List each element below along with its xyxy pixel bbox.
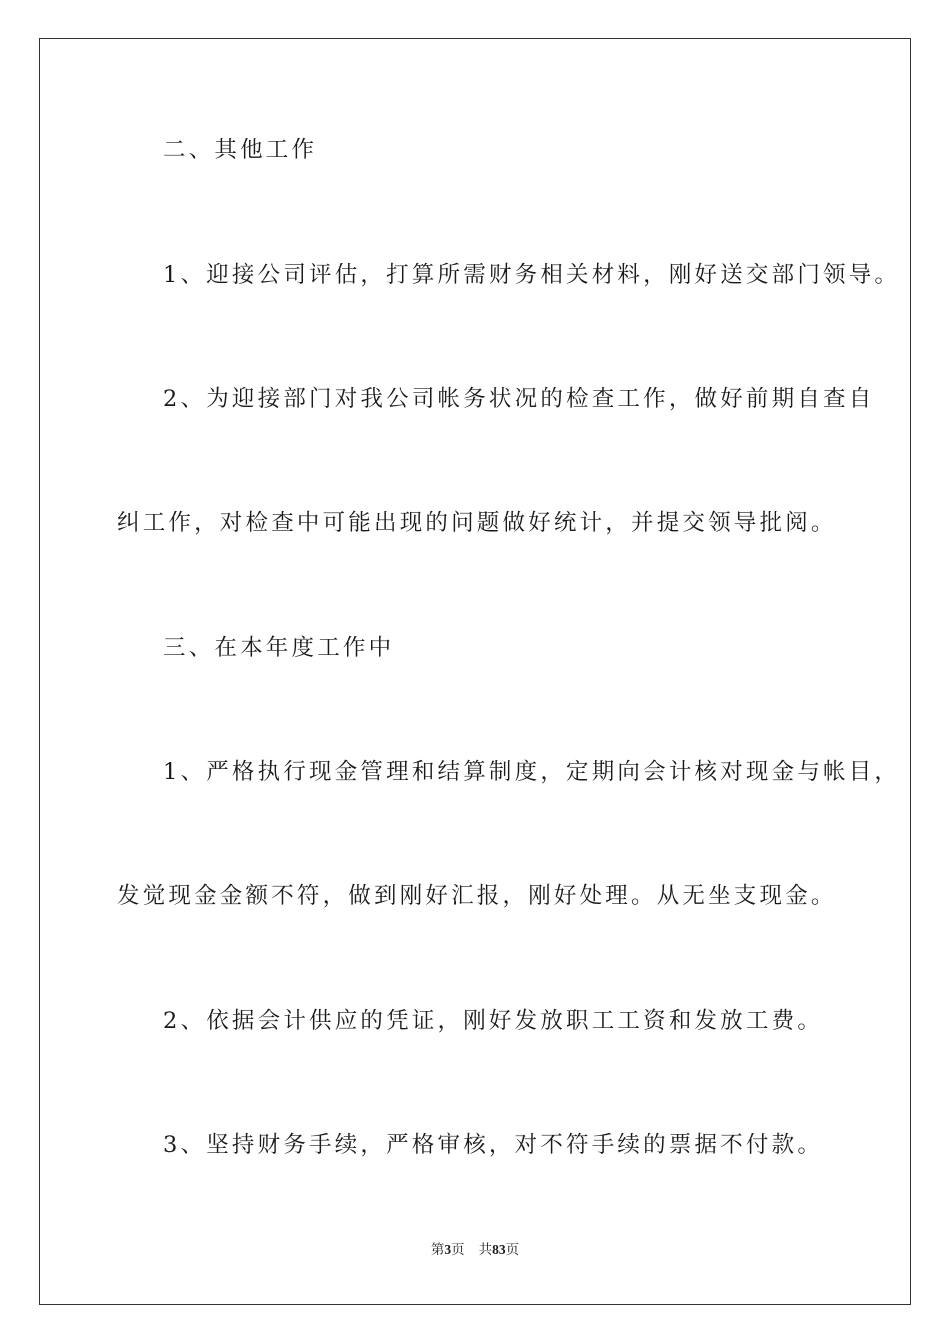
- paragraph-line: 纠工作，对检查中可能出现的问题做好统计，并提交领导批阅。: [117, 510, 837, 536]
- page-footer: [0, 1241, 950, 1259]
- paragraph-line: 1、严格执行现金管理和结算制度，定期向会计核对现金与帐目，: [163, 759, 901, 785]
- total-suffix: 页: [505, 1242, 520, 1257]
- page-border: [39, 38, 911, 1305]
- total-prefix: 共: [478, 1242, 493, 1257]
- paragraph-line: 2、依据会计供应的凭证，刚好发放职工工资和发放工费。: [163, 1008, 824, 1034]
- section-heading-this-year: 三、在本年度工作中: [163, 635, 395, 661]
- page-prefix: 第: [430, 1242, 445, 1257]
- paragraph-line: 3、坚持财务手续，严格审核，对不符手续的票据不付款。: [163, 1132, 824, 1158]
- section-heading-other-work: 二、其他工作: [163, 137, 318, 163]
- paragraph-line: 2、为迎接部门对我公司帐务状况的检查工作，做好前期自查自: [163, 386, 875, 412]
- total-pages: 83: [492, 1242, 506, 1257]
- paragraph-line: 发觉现金金额不符，做到刚好汇报，刚好处理。从无坐支现金。: [117, 883, 837, 909]
- page-suffix: 页: [451, 1242, 465, 1257]
- paragraph-line: 1、迎接公司评估，打算所需财务相关材料，刚好送交部门领导。: [163, 262, 901, 288]
- page-number: 3: [444, 1242, 452, 1257]
